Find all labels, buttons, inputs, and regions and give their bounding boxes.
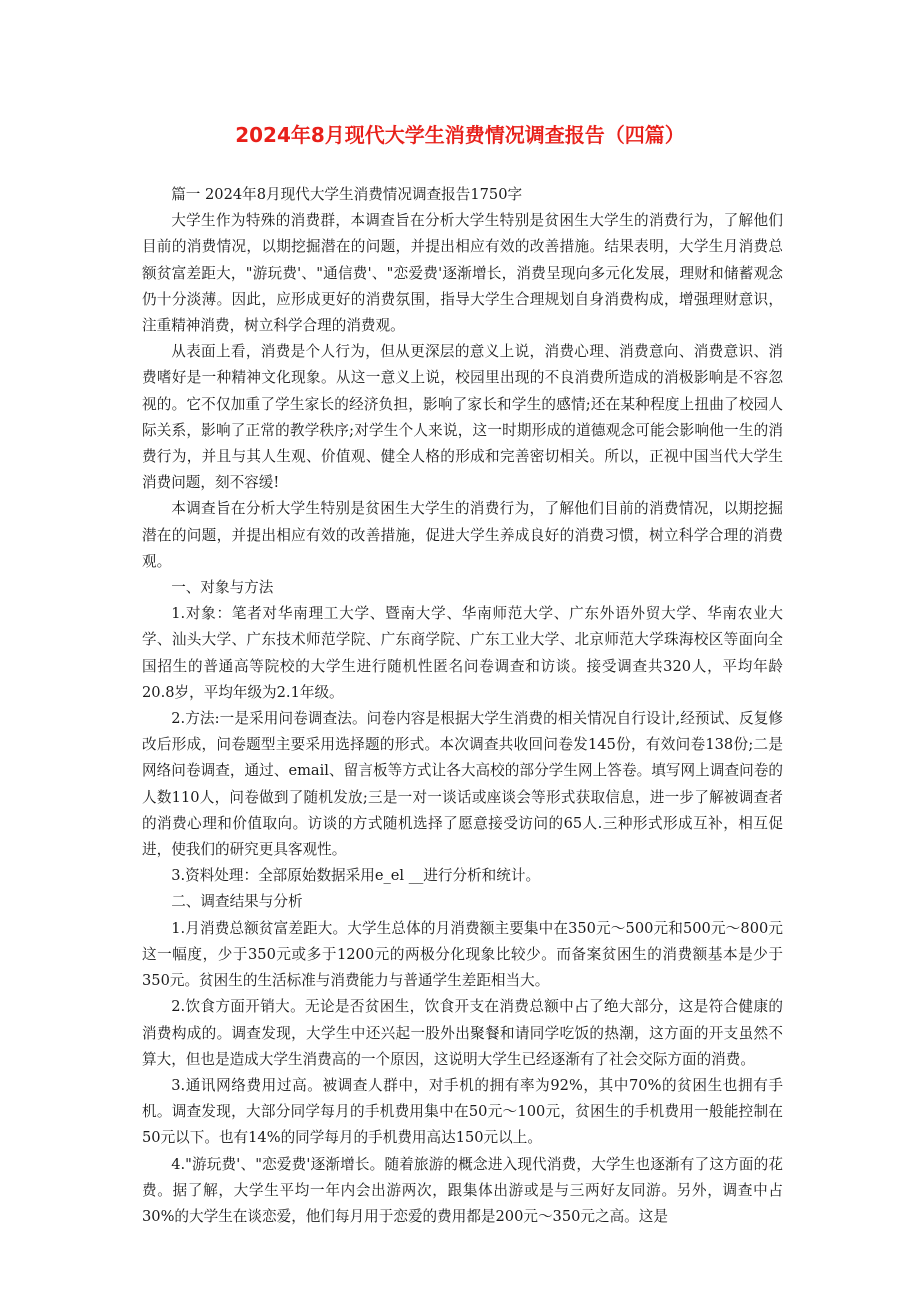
document-title: 2024年8月现代大学生消费情况调查报告（四篇） bbox=[235, 123, 685, 147]
document-body bbox=[142, 182, 783, 1230]
paragraph: 从表面上看，消费是个人行为，但从更深层的意义上说，消费心理、消费意向、消费意识、消费嗜好是一种精神文化现象。从这一意义上说，校园里出现的不良消费所造成的消极影响是不容忽视的。它不仅加重了学生家长的经济负担，影响了家长和学生的感情;还在某种程度上扭曲了校园人际关系，影响了正常的教学秩序;对学生个人来说，这一时期形成的道德观念可能会影响他一生的消费行为，并且与其人生观、价值观、健全人格的形成和完善密切相关。所以，正视中国当代大学生消费问题，刻不容缓! bbox=[142, 343, 783, 492]
paragraph: 大学生作为特殊的消费群，本调查旨在分析大学生特别是贫困生大学生的消费行为，了解他们目前的消费情况，以期挖掘潜在的问题，并提出相应有效的改善措施。结果表明，大学生月消费总额贫富差距大，"游玩费'、"通信费'、"恋爱费'逐渐增长，消费呈现向多元化发展，理财和储蓄观念仍十分淡薄。因此，应形成更好的消费氛围，指导大学生合理规划自身消费构成，增强理财意识，注重精神消费，树立科学合理的消费观。 bbox=[142, 212, 783, 335]
paragraph: 3.通讯网络费用过高。被调查人群中，对手机的拥有率为92%，其中70%的贫困生也拥有手机。调查发现，大部分同学每月的手机费用集中在50元～100元，贫困生的手机费用一般能控制在50元以下。也有14%的同学每月的手机费用高达150元以上。 bbox=[142, 1076, 783, 1147]
section-heading: 一、对象与方法 bbox=[171, 579, 274, 597]
paragraph: 3.资料处理：全部原始数据采用e_el __进行分析和统计。 bbox=[171, 867, 541, 885]
paragraph: 本调查旨在分析大学生特别是贫困生大学生的消费行为，了解他们目前的消费情况，以期挖掘潜在的问题，并提出相应有效的改善措施，促进大学生养成良好的消费习惯，树立科学合理的消费观。 bbox=[142, 500, 783, 570]
paragraph: 1.月消费总额贫富差距大。大学生总体的月消费额主要集中在350元～500元和500元～800元这一幅度，少于350元或多于1200元的两极分化现象比较少。而备案贫困生的消费额基本是少于350元。贫困生的生活标准与消费能力与普通学生差距相当大。 bbox=[142, 919, 783, 990]
section-heading: 篇一 2024年8月现代大学生消费情况调查报告1750字 bbox=[171, 186, 523, 203]
paragraph: 2.饮食方面开销大。无论是否贫困生，饮食开支在消费总额中占了绝大部分，这是符合健康的消费构成的。调查发现，大学生中还兴起一股外出聚餐和请同学吃饭的热潮，这方面的开支虽然不算大，但也是造成大学生消费高的一个原因，这说明大学生已经逐渐有了社会交际方面的消费。 bbox=[142, 998, 783, 1068]
section-heading: 二、调查结果与分析 bbox=[171, 893, 303, 911]
paragraph: 1.对象：笔者对华南理工大学、暨南大学、华南师范大学、广东外语外贸大学、华南农业大学、汕头大学、广东技术师范学院、广东商学院、广东工业大学、北京师范大学珠海校区等面向全国招生的普通高等院校的大学生进行随机性匿名问卷调查和访谈。接受调查共320人，平均年龄20.8岁，平均年级为2.1年级。 bbox=[142, 605, 783, 701]
paragraph: 4."游玩费'、"恋爱费'逐渐增长。随着旅游的概念进入现代消费，大学生也逐渐有了这方面的花费。据了解，大学生平均一年内会出游两次，跟集体出游或是与三两好友同游。另外，调查中占30%的大学生在谈恋爱，他们每月用于恋爱的费用都是200元～350元之高。这是 bbox=[142, 1155, 783, 1225]
paragraph: 2.方法:一是采用问卷调查法。问卷内容是根据大学生消费的相关情况自行设计,经预试、反复修改后形成，问卷题型主要采用选择题的形式。本次调查共收回问卷发145份，有效问卷138份;二是网络问卷调查，通过、email、留言板等方式让各大高校的部分学生网上答卷。填写网上调查问卷的人数110人，问卷做到了随机发放;三是一对一谈话或座谈会等形式获取信息，进一步了解被调查者的消费心理和价值取向。访谈的方式随机选择了愿意接受访问的65人.三种形式形成互补，相互促进，使我们的研究更具客观性。 bbox=[142, 710, 783, 859]
